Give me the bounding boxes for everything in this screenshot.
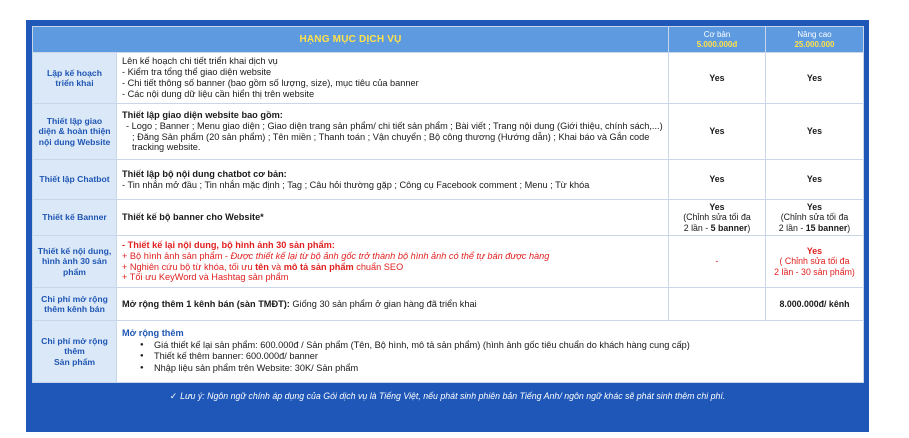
row-label-extra bbox=[33, 321, 117, 383]
setup-heading: Thiết lập giao diện website bao gồm: bbox=[122, 109, 283, 120]
plan-line: - Kiểm tra tổng thể giao diện website bbox=[122, 67, 272, 78]
row-label-plan: Lập kế hoạch triển khai bbox=[33, 53, 117, 104]
chatbot-basic-value: Yes bbox=[669, 160, 766, 200]
advanced-plan-label: Nâng cao bbox=[797, 30, 832, 40]
banner-adv-note-d: ) bbox=[847, 222, 851, 233]
setup-advanced-value: Yes bbox=[766, 104, 864, 160]
table-header-row bbox=[33, 27, 864, 53]
extra-label-c: Sản phẩm bbox=[53, 356, 96, 367]
banner-basic-yes: Yes bbox=[709, 201, 725, 212]
chatbot-body: - Tin nhắn mở đầu ; Tin nhắn mặc định ; Tag ; Câu hỏi thường gặp ; Công cụ Facebook comment ; Menu ; Từ khóa bbox=[122, 179, 590, 190]
header-advanced bbox=[766, 27, 864, 53]
row-label-content: Thiết kế nội dung, hình ảnh 30 sản phẩm bbox=[33, 236, 117, 288]
list-item: ● Giá thiết kế lại sản phẩm: 600.000đ / Sản phẩm (Tên, Bộ hình, mô tả sản phẩm) (hình ảnh gốc tiêu chuẩn do khách hàng cung cấp) bbox=[140, 340, 858, 352]
banner-basic-note-b: 2 lần - bbox=[683, 222, 711, 233]
banner-basic-note-d: ) bbox=[747, 222, 751, 233]
channel-desc-bold: Mở rộng thêm 1 kênh bán (sàn TMĐT): bbox=[122, 298, 290, 309]
content-adv-note-a: ( Chỉnh sửa tối đa bbox=[779, 256, 850, 267]
banner-basic-note-c: 5 banner bbox=[710, 222, 748, 233]
plan-line: Lên kế hoạch chi tiết triển khai dịch vụ bbox=[122, 56, 278, 67]
chatbot-advanced-value: Yes bbox=[766, 160, 864, 200]
table-row-extra bbox=[33, 321, 864, 383]
extra-label-a: Chi phí mở rộng bbox=[41, 336, 108, 347]
content-heading: - Thiết kế lại nội dung, bộ hình ảnh 30 sản phẩm: bbox=[122, 239, 335, 250]
content-line1-a: + Bộ hình ảnh sản phẩm - bbox=[122, 250, 231, 261]
channel-advanced-value: 8.000.000đ/ kênh bbox=[766, 288, 864, 321]
content-line3: + Tối ưu KeyWord và Hashtag sản phẩm bbox=[122, 272, 289, 283]
footnote bbox=[32, 383, 863, 409]
header-basic bbox=[669, 27, 766, 53]
plan-line: - Chi tiết thông số banner (bao gồm số lượng, size), mục tiêu của banner bbox=[122, 78, 419, 88]
banner-adv-note-b: 2 lần - bbox=[778, 222, 806, 233]
content-line2-a: + Nghiên cứu bộ từ khóa, tối ưu bbox=[122, 261, 256, 272]
table-row-banner bbox=[33, 200, 864, 236]
content-line2-c: và bbox=[268, 261, 284, 272]
extra-heading: Mở rộng thêm bbox=[122, 327, 184, 338]
row-desc-content bbox=[117, 236, 669, 288]
row-desc-banner: Thiết kế bộ banner cho Website* bbox=[117, 200, 669, 236]
table-row-chatbot bbox=[33, 160, 864, 200]
plan-advanced-value: Yes bbox=[766, 53, 864, 104]
table-row-setup bbox=[33, 104, 864, 160]
row-label-banner: Thiết kế Banner bbox=[33, 200, 117, 236]
check-icon: ✓ bbox=[169, 391, 178, 401]
row-label-setup: Thiết lập giao diện & hoàn thiện nội dung Website bbox=[33, 104, 117, 160]
banner-basic-note-a: (Chỉnh sửa tối đa bbox=[683, 212, 751, 223]
channel-desc-rest: Giống 30 sản phẩm ở gian hàng đã triển khai bbox=[289, 298, 477, 309]
banner-adv-note-c: 15 banner bbox=[805, 222, 848, 233]
row-desc-channel bbox=[117, 288, 669, 321]
service-table bbox=[32, 26, 864, 383]
table-row-content bbox=[33, 236, 864, 288]
table-row-plan bbox=[33, 53, 864, 104]
row-label-channel: Chi phí mở rộng thêm kênh bán bbox=[33, 288, 117, 321]
footnote-text: Lưu ý: Ngôn ngữ chính áp dụng của Gói dịch vụ là Tiếng Việt, nếu phát sinh phiên bản Tiếng Anh/ ngôn ngữ khác sẽ phát sinh thêm chi phí. bbox=[180, 391, 726, 401]
plan-basic-value: Yes bbox=[669, 53, 766, 104]
plan-line: - Các nội dung dữ liệu cần hiển thị trên website bbox=[122, 88, 315, 99]
content-line2-e: chuẩn SEO bbox=[353, 261, 404, 272]
extra-list bbox=[122, 340, 858, 376]
basic-plan-price: 5.000.000đ bbox=[696, 39, 738, 49]
table-row-channel bbox=[33, 288, 864, 321]
setup-basic-value: Yes bbox=[669, 104, 766, 160]
row-desc-chatbot bbox=[117, 160, 669, 200]
content-advanced-value bbox=[766, 236, 864, 288]
row-desc-setup bbox=[117, 104, 669, 160]
banner-adv-note-a: (Chỉnh sửa tối đa bbox=[780, 212, 849, 223]
extra-label-b: thêm bbox=[64, 346, 85, 357]
content-adv-note-b: 2 lần - 30 sản phẩm) bbox=[774, 266, 855, 277]
setup-body: - Logo ; Banner ; Menu giao diện ; Giao diện trang sản phẩm/ chi tiết sản phẩm ; Bài viết ; Trang nội dung (Giới thiệu, chính sách,...) ; Đăng Sản phẩm (20 sản phẩm) ; Tên miền ; Thanh toán ; Vận chuyển ; Bộ công thương (Hướng dẫn) ; Khai báo và Gắn code tracking website. bbox=[126, 120, 663, 153]
banner-adv-yes: Yes bbox=[806, 201, 823, 212]
advanced-plan-price: 25.000.000 bbox=[794, 39, 835, 49]
row-desc-extra bbox=[117, 321, 864, 383]
list-item: ● Thiết kế thêm banner: 600.000đ/ banner bbox=[140, 351, 858, 363]
row-desc-plan bbox=[117, 53, 669, 104]
content-line2-d: mô tả sản phẩm bbox=[283, 261, 354, 272]
header-title: HẠNG MỤC DỊCH VỤ bbox=[33, 27, 669, 53]
content-adv-yes: Yes bbox=[806, 245, 823, 256]
banner-advanced-value bbox=[766, 200, 864, 236]
chatbot-heading: Thiết lập bộ nội dung chatbot cơ bản: bbox=[122, 168, 287, 179]
basic-plan-label: Cơ bản bbox=[703, 30, 731, 40]
content-line2-b: tên bbox=[255, 261, 269, 272]
channel-basic-value bbox=[669, 288, 766, 321]
content-line1-b: Được thiết kế lại từ bộ ảnh gốc trở thành bộ hình ảnh có thể tự bán được hàng bbox=[230, 250, 550, 261]
banner-basic-value bbox=[669, 200, 766, 236]
list-item: ● Nhập liệu sản phẩm trên Website: 30K/ Sản phẩm bbox=[140, 363, 858, 375]
service-table-frame bbox=[26, 20, 869, 432]
content-basic-value: - bbox=[669, 236, 766, 288]
row-label-chatbot: Thiết lập Chatbot bbox=[33, 160, 117, 200]
